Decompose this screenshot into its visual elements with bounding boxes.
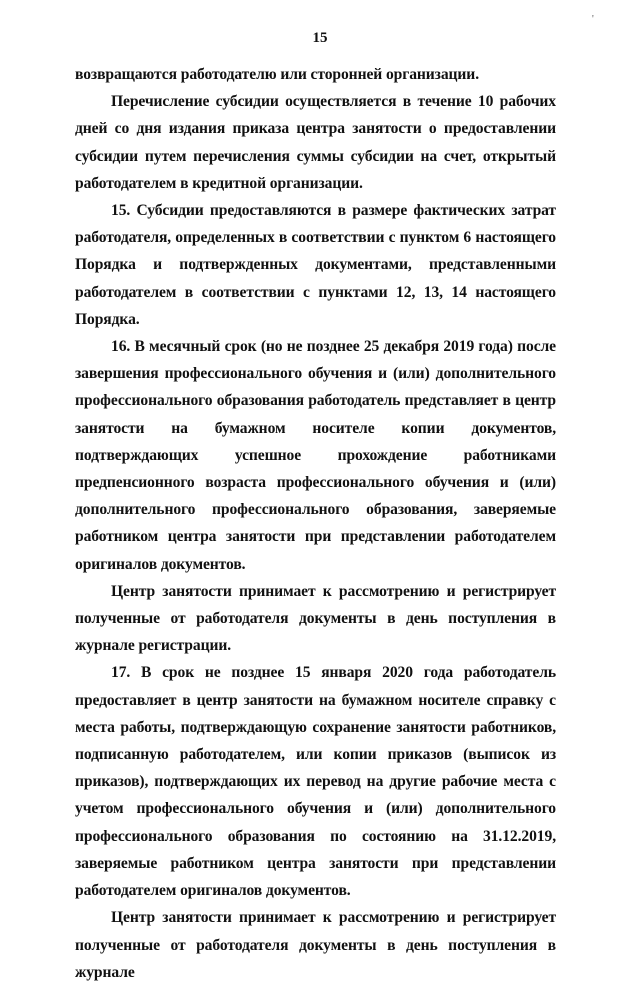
page-number: 15 xyxy=(312,30,328,46)
document-body xyxy=(75,61,556,986)
corner-mark: ' xyxy=(592,14,594,25)
paragraph-item-16: 16. В месячный срок (но не позднее 25 декабря 2019 года) после завершения профессионального обучения и (или) дополнительного профессионального образования работодатель представляет в центр занятости на бумажном носителе копии документов, подтверждающих успешное прохождение работниками предпенсионного возраста профессионального обучения и (или) дополнительного профессионального образования, заверяемые работником центра занятости при представлении работодателем оригиналов документов. xyxy=(75,338,556,573)
paragraph-registration-2: Центр занятости принимает к рассмотрению и регистрирует полученные от работодателя документы в день поступления в журнале xyxy=(75,909,556,981)
paragraph-subsidy-transfer: Перечисление субсидии осуществляется в течение 10 рабочих дней со дня издания приказа центра занятости о предоставлении субсидии путем перечисления суммы субсидии на счет, открытый работодателем в кредитной организации. xyxy=(75,93,556,192)
paragraph-registration-1: Центр занятости принимает к рассмотрению и регистрирует полученные от работодателя документы в день поступления в журнале регистрации. xyxy=(75,582,556,655)
paragraph-item-17: 17. В срок не позднее 15 января 2020 года работодатель предоставляет в центр занятости на бумажном носителе справку с места работы, подтверждающую сохранение занятости работников, подписанную работодателем, или копии приказов (выписок из приказов), подтверждающих их перевод на другие рабочие места с учетом профессионального обучения и (или) дополнительного профессионального образования по состоянию на 31.12.2019, заверяемые работником центра занятости при представлении работодателем оригиналов документов. xyxy=(75,664,556,900)
paragraph-continuation: возвращаются работодателю или сторонней организации. xyxy=(75,66,479,83)
paragraph-item-15: 15. Субсидии предоставляются в размере фактических затрат работодателя, определенных в соответствии с пунктом 6 настоящего Порядка и подтвержденных документами, представленными работодателем в соответствии с пунктами 12, 13, 14 настоящего Порядка. xyxy=(75,202,556,328)
